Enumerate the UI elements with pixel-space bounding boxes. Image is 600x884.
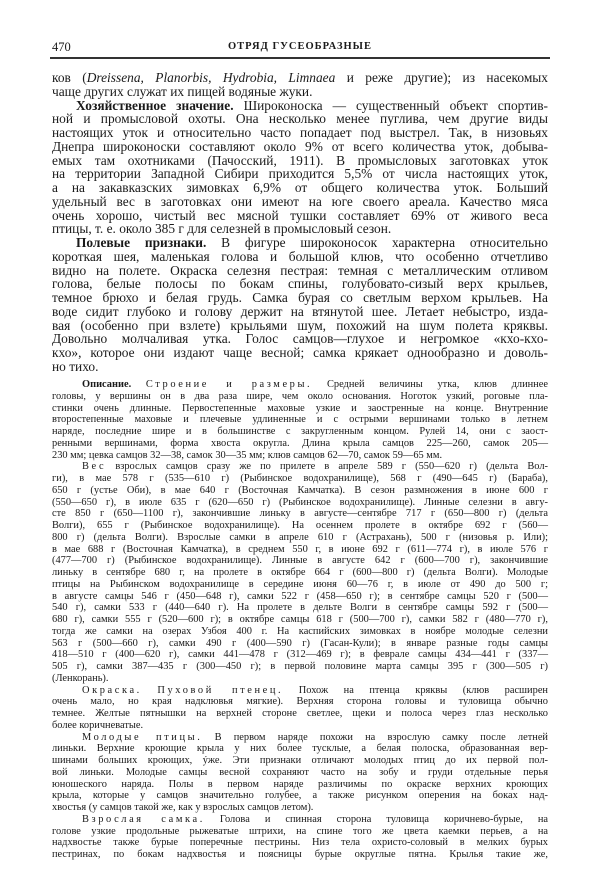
text-line: (477—700 г) (Рыбинское водохранилище). Линные в августе 642 г (600—700 г), закончившие — [52, 555, 548, 567]
text-line: видно на полете. Окраска селезня пестрая: темная с металлическим отливом — [52, 262, 548, 278]
text-line: удельный вес в заготовках они имеют на юге своего ареала. Качество мяса — [52, 193, 548, 209]
main-text-body — [52, 71, 548, 374]
text-line: Довольно молчаливая утка. Голос самцов—глухое и негромкое «кхо-кхо- — [52, 331, 548, 347]
text-line — [52, 71, 548, 85]
text-line: 650 г (устье Оби), в мае 640 г (Восточная Камчатка). В сезон размножения в июне 600 г — [52, 484, 548, 496]
latin-names: Dreissena, Planorbis, Hydrobia, Limnaea — [86, 70, 336, 85]
text-segment: В фигуре широконосок характерна относительно — [206, 235, 548, 250]
text-segment — [142, 685, 158, 696]
paragraph — [52, 236, 548, 374]
text-line: а на закавказских зимовках 6,9% от общего количества уток. Больший — [52, 180, 548, 195]
text-line: головы, у вершины он в два раза шире, чем около основания. Ноготок узкий, роговые пла- — [52, 390, 548, 402]
text-line: крыла, которые у самцов значительно голубее, а также рисунком оперения на боках над- — [52, 790, 548, 802]
text-line: сте 850 г (650—1100 г), закончившие линьку в августе—сентябре 717 г (650—800 г) (дельта — [52, 508, 548, 520]
text-line: воде сидит глубоко и голову держит на втянутой шее. Летает небыстро, изда- — [52, 303, 548, 319]
text-line: Волги), 655 г (Рыбинское водохранилище). На осеннем пролете в октябре 692 г (560— — [52, 520, 548, 531]
running-title: ОТРЯД ГУСЕОБРАЗНЫЕ — [228, 41, 372, 52]
text-line: 800 г) (дельта Волги). Взрослые самки в апреле 610 г (Астрахань), 500 г (низовья р. Или); — [52, 531, 548, 543]
spaced-subheading: Окраска. — [82, 684, 142, 696]
text-line: тогда же самки на озерах Узбоя 400 г. На каспийских зимовках в ноябре молодые селезни — [52, 625, 548, 637]
text-line: Днепра широконоски составляют около 9% от всего количества уток, добыва- — [52, 138, 548, 154]
text-line: голова, белые полосы по бокам спины, голубовато-сизый верх крыльев, — [52, 276, 548, 292]
text-line: темнее. Желтые пятнышки на верхней стороне светлее, щеки и полоса через глаз несколько — [52, 708, 548, 719]
text-segment: и реже другие); из насекомых — [335, 70, 548, 85]
text-line — [52, 236, 548, 250]
text-line: но тихо. — [52, 358, 99, 374]
paragraph — [52, 99, 548, 237]
text-line: надхвостье также бурые поперечные пестрины. Низ тела охристо-соловый в мелких бурых — [52, 837, 548, 849]
section-heading: Хозяйственное значение. — [76, 97, 234, 113]
text-line: шинами больших кроющих, ýже. Эти признаки отличают молодых птиц до их первой пол- — [52, 755, 548, 766]
text-segment: Средней величины утка, клюв длиннее — [312, 379, 548, 390]
text-line: ной и промысловой охоты. Она несколько менее пуглива, чем другие виды — [52, 111, 548, 127]
text-line: короткая шея, маленькая голова и большой клюв, что особенно отчетливо — [52, 248, 548, 264]
text-line: очень хорошо, чистый вес мясной тушки составляет 69% от живого веса — [52, 207, 548, 223]
text-line: в августе самцы 546 г (450—648 г), самки 522 г (458—650 г); в сентябре самцы 520 г (500— — [52, 590, 548, 602]
text-line — [52, 461, 548, 473]
text-line: линьки. Верхние кроющие крыла у них более тусклые, а белая полоска, образованная вер- — [52, 743, 548, 755]
text-line: емых там охотниками (Пачосский, 1911). В промысловых заготовках уток — [52, 152, 548, 168]
text-line: ги), в мае 578 г (535—610 г) (Рыбинское водохранилище), 568 г (490—645 г) (Бараба), — [52, 473, 548, 484]
text-line: стинки очень длинные. Первостепенные маховые узкие и заостренные на конце. Внутренние — [52, 402, 548, 414]
spaced-subheading: Молодые птицы. — [82, 731, 203, 743]
text-segment: ков ( — [52, 70, 87, 85]
text-line — [52, 814, 548, 826]
text-line: пестринах, по бокам надхвостья и поясницы бурые округлые пятна. Крылья такие же, — [52, 849, 548, 860]
text-line: ренными вершинами, форма хвоста округла. Длина крыла самцов 225—260, самок 205— — [52, 437, 548, 449]
text-line — [52, 379, 548, 391]
page-number: 470 — [52, 40, 71, 54]
text-line: 230 мм; цевка самцов 32—38, самок 30—35 мм; клюв самцов 62—70, самок 59—65 мм. — [52, 449, 443, 461]
text-line: хвостья (у самцов такой же, как у взрослых самцов летом). — [52, 802, 314, 813]
text-line — [52, 732, 548, 744]
spaced-subheading: Вес — [82, 461, 107, 473]
header-rule — [50, 57, 550, 59]
paragraph — [52, 685, 548, 732]
text-line: (Ленкорань). — [52, 672, 109, 684]
text-line: голове узкие продольные рыжеватые штрихи, на спине того же цвета каемки перьев, а на — [52, 825, 548, 837]
text-line — [52, 685, 548, 697]
text-line: наряде, последние шире и в большинстве с закругленным концом. Рулей 14, они с заост- — [52, 426, 548, 437]
text-line: 540 г), самки 533 г (440—640 г). На пролете в дельте Волги в сентябре самцы 592 г (500— — [52, 602, 548, 614]
text-line: линьку в сентябре 680 г, на пролете в октябре 664 г (600—800 г) (дельта Волги). Молодые — [52, 567, 548, 578]
section-heading: Описание. — [82, 379, 132, 390]
paragraph — [52, 71, 548, 99]
text-segment: В первом наряде похожи на взрослую самку после летней — [202, 731, 548, 743]
paragraph — [52, 461, 548, 684]
spaced-subheading: Взрослая самка. — [82, 813, 205, 825]
paragraph — [52, 814, 548, 861]
text-segment: Широконоска — существенный объект спортив- — [233, 97, 548, 113]
text-line: вой линьки. Молодые самцы весной сохраняют часто на зобу и груди отдельные перья — [52, 766, 548, 778]
description-small-print — [52, 379, 548, 861]
text-line: 418—510 г (400—620 г), самки 441—478 г (312—469 г); в феврале самцы 434—441 г (337— — [52, 649, 548, 661]
text-segment: Похож на птенца кряквы (клюв расширен — [283, 684, 548, 696]
text-segment: взрослых самцов сразу же по прилете в апреле 589 г (550—620 г) (дельта Вол- — [106, 461, 548, 473]
text-line: птицы, т. е. около 385 г для селезней в промысловый сезон. — [52, 221, 392, 237]
text-line: в мае 688 г (Восточная Камчатка), в среднем 550 г, в июне 692 г (611—774 г), в июле 576 г — [52, 543, 548, 555]
text-line: 563 г (500—660 г), самки 490 г (400—590 г) (Гасан-Кули); в январе разные годы самцы — [52, 637, 548, 649]
text-line: 680 г), самки 555 г (520—600 г); в октябре самцы 618 г (500—700 г), самки 582 г (480—770 г), — [52, 614, 548, 625]
spaced-subheading: Строение и размеры. — [145, 379, 313, 390]
text-line: чаще других служат их пищей водяные жуки. — [52, 83, 313, 99]
paragraph — [52, 732, 548, 814]
section-heading: Полевые признаки. — [76, 235, 207, 250]
text-line: второстепенные маховые и плечевые удлиненные и с острыми вершинами только в летнем — [52, 414, 548, 426]
text-line: (550—650 г), в июле 635 г (620—650 г) (Рыбинское водохранилище). Линные селезни в авгу- — [52, 496, 548, 508]
text-line: кхо», которое они издают чаще весной; самка крякает однообразно и доволь- — [52, 345, 548, 360]
text-line: более коричневатые. — [52, 719, 144, 731]
text-line: очень мало, но края надклювья мягкие). Верхняя сторона головы и туловища обычно — [52, 696, 548, 708]
text-line — [52, 99, 548, 113]
paragraph — [52, 379, 548, 461]
text-line: темное брюхо и белая грудь. Самка бурая со светлым верхом крыльев. На — [52, 290, 548, 305]
text-line: настоящих уток и относительно часто попадает под выстрел. Так, в низовьях — [52, 125, 548, 140]
text-line: на территории Западной Сибири приходится 5,5% от числа настоящих уток, — [52, 166, 548, 182]
text-segment: Голова и спинная сторона туловища коричнево-бурые, на — [204, 813, 548, 825]
text-line: юношеского наряда. Полы в первом наряде различимы по окраске верхних кроющих — [52, 778, 548, 790]
text-segment — [131, 379, 146, 390]
text-line: вая (особенно при взлете) крыльями шум, похожий на шум полета кряквы. — [52, 317, 548, 333]
text-line: птицы на Рыбинском водохранилище в середине июня 60—76 г, в июле от 490 до 500 г; — [52, 578, 548, 590]
spaced-subheading: Пуховой птенец. — [157, 684, 284, 696]
text-line: 505 г), самки 387—435 г (300—450 г); в первой половине марта самцы 395 г (300—505 г) — [52, 661, 548, 672]
